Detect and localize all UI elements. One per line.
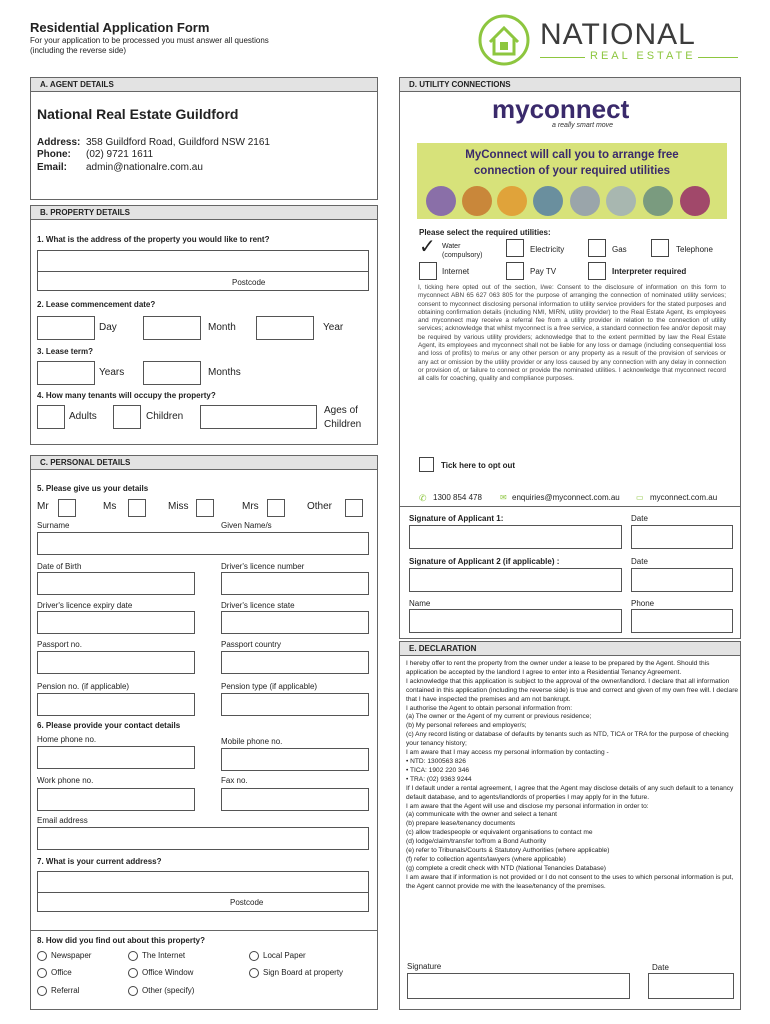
- pay-tv-icon: [606, 186, 636, 216]
- banner-line-1: MyConnect will call you to arrange free: [465, 149, 679, 161]
- q1-label: 1. What is the address of the property you would like to rent?: [37, 235, 270, 244]
- agent-name: National Real Estate Guildford: [37, 106, 239, 122]
- telephone-label: Telephone: [676, 245, 713, 254]
- children-label: Children: [146, 411, 184, 422]
- q3-label: 3. Lease term?: [37, 347, 94, 356]
- title-other-checkbox[interactable]: [345, 499, 363, 517]
- work-phone-input[interactable]: [37, 788, 195, 811]
- pension-no-label: Pension no. (if applicable): [37, 682, 130, 691]
- q8-label: 8. How did you find out about this property?: [37, 936, 205, 945]
- section-heading: D. UTILITY CONNECTIONS: [400, 78, 740, 92]
- sig1-date-input[interactable]: [631, 525, 733, 549]
- decl-line: (f) refer to collection agents/lawyers (where applicable): [406, 855, 566, 863]
- fax-input[interactable]: [221, 788, 369, 811]
- water-icon: [426, 186, 456, 216]
- interpreter-icon: [643, 186, 673, 216]
- decl-date-label: Date: [652, 963, 669, 972]
- licence-expiry-input[interactable]: [37, 611, 195, 634]
- source-newspaper-radio[interactable]: [37, 951, 47, 961]
- home-phone-input[interactable]: [37, 746, 195, 769]
- myconnect-phone: 1300 854 478: [433, 493, 482, 502]
- phone-icon: ✆: [419, 493, 427, 503]
- gas-checkbox[interactable]: [588, 239, 606, 257]
- sig1-input[interactable]: [409, 525, 622, 549]
- name-input-d[interactable]: [409, 609, 622, 633]
- section-heading: C. PERSONAL DETAILS: [31, 456, 377, 470]
- name-label: Name: [409, 599, 431, 608]
- address-label: Address:: [37, 137, 81, 148]
- source-sign-board-label: Sign Board at property: [263, 968, 344, 977]
- decl-signature-input[interactable]: [407, 973, 630, 999]
- source-referral-radio[interactable]: [37, 986, 47, 996]
- decl-line: • TRA: (02) 9363 9244: [406, 775, 472, 783]
- gas-label: Gas: [612, 245, 627, 254]
- section-heading: A. AGENT DETAILS: [31, 78, 377, 92]
- myconnect-banner: [417, 143, 727, 183]
- water-check-icon: ✓: [419, 236, 436, 258]
- pay-tv-label: Pay TV: [530, 267, 557, 276]
- sig2-date-label: Date: [631, 557, 648, 566]
- title-other-label: Other: [307, 501, 333, 512]
- work-phone-label: Work phone no.: [37, 776, 94, 785]
- internet-icon: [570, 186, 600, 216]
- ages-of-label: Ages of: [324, 405, 358, 416]
- email-label: Email:: [37, 162, 68, 173]
- logo-name: NATIONAL: [540, 18, 696, 51]
- house-logo-icon: [478, 14, 530, 66]
- decl-line: • NTD: 1300563 826: [406, 757, 466, 765]
- lease-years-input[interactable]: [37, 361, 95, 385]
- electricity-icon: [462, 186, 492, 216]
- source-internet-label: The Internet: [142, 951, 186, 960]
- sig2-label: Signature of Applicant 2 (if applicable) :: [409, 557, 560, 566]
- sig1-label: Signature of Applicant 1:: [409, 514, 504, 523]
- mobile-phone-input[interactable]: [221, 748, 369, 771]
- sig2-input[interactable]: [409, 568, 622, 592]
- water-label: Water (compulsory): [442, 243, 483, 259]
- agent-phone: (02) 9721 1611: [86, 149, 154, 160]
- decl-line: (d) lodge/claim/transfer to/from a Bond Authority: [406, 838, 546, 846]
- gas-icon: [497, 186, 527, 216]
- telephone-checkbox[interactable]: [651, 239, 669, 257]
- decl-signature-label: Signature: [407, 962, 442, 971]
- title-ms-checkbox[interactable]: [128, 499, 146, 517]
- electricity-checkbox[interactable]: [506, 239, 524, 257]
- ages-children-label: Children: [324, 419, 362, 430]
- section-heading: B. PROPERTY DETAILS: [31, 206, 377, 220]
- decl-line: (c) allow tradespeople or equivalent organisations to contact me: [406, 829, 593, 837]
- children-ages-input[interactable]: [200, 405, 317, 429]
- title-mrs-label: Mrs: [242, 501, 259, 512]
- select-utilities-label: Please select the required utilities:: [419, 228, 551, 237]
- passport-no-label: Passport no.: [37, 640, 82, 649]
- year-label: Year: [323, 322, 344, 333]
- month-label: Month: [208, 322, 236, 333]
- pension-type-label: Pension type (if applicable): [221, 682, 318, 691]
- internet-label: Internet: [442, 267, 470, 276]
- decl-line: I hereby offer to rent the property from the owner under a lease to be prepared by the Agent. Should this application be accepted by the landlord I agree to enter into a Residential Tenancy Agreement.: [406, 660, 710, 676]
- agent-email: admin@nationalre.com.au: [86, 162, 203, 173]
- decl-date-input[interactable]: [648, 973, 734, 999]
- subtitle-line-1: For your application to be processed you must answer all questions: [30, 36, 269, 45]
- decl-line: (a) communicate with the owner and select a tenant: [406, 811, 558, 819]
- opt-out-label: Tick here to opt out: [441, 461, 516, 470]
- source-local-paper-radio[interactable]: [249, 951, 259, 961]
- source-local-paper-label: Local Paper: [263, 951, 306, 960]
- dob-label: Date of Birth: [37, 562, 82, 571]
- form-title: Residential Application Form: [30, 20, 210, 35]
- removals-icon: [680, 186, 710, 216]
- decl-line: I acknowledge that this application is subject to the approval of the owner/landlord. I declare that all information contained in this application (including the reverse side) is true and correct and given of my own free will. I declare that I have inspected the premises and am not bankrupt.: [406, 677, 739, 703]
- sig1-date-label: Date: [631, 514, 648, 523]
- surname-label: Surname: [37, 521, 70, 530]
- source-office-window-label: Office Window: [142, 968, 194, 977]
- title-mrs-checkbox[interactable]: [267, 499, 285, 517]
- email-address-label: Email address: [37, 816, 88, 825]
- dob-input[interactable]: [37, 572, 195, 595]
- declaration-text: [406, 660, 741, 892]
- licence-number-input[interactable]: [221, 572, 369, 595]
- name-input[interactable]: [37, 532, 369, 555]
- licence-expiry-label: Driver's licence expiry date: [37, 601, 133, 610]
- decl-line: • TICA: 1902 220 346: [406, 766, 470, 774]
- decl-line: (c) Any record listing or database of defaults by tenants such as NTD, TICA or TRA for the purpose of checking your tenancy history;: [406, 731, 729, 748]
- decl-line: (a) The owner or the Agent of my current or previous residence;: [406, 713, 592, 721]
- home-phone-label: Home phone no.: [37, 735, 97, 744]
- myconnect-email[interactable]: enquiries@myconnect.com.au: [512, 493, 620, 502]
- licence-state-input[interactable]: [221, 611, 369, 634]
- adults-label: Adults: [69, 411, 97, 422]
- pension-type-input[interactable]: [221, 693, 369, 716]
- month-input[interactable]: [143, 316, 201, 340]
- decl-line: (b) prepare lease/tenancy documents: [406, 820, 516, 828]
- phone-label: Phone: [631, 599, 655, 608]
- months-label: Months: [208, 367, 241, 378]
- source-referral-label: Referral: [51, 986, 80, 995]
- monitor-icon: ▭: [636, 493, 644, 502]
- year-input[interactable]: [256, 316, 314, 340]
- day-label: Day: [99, 322, 117, 333]
- decl-line: I am aware that I may access my personal information by contacting -: [406, 749, 609, 757]
- passport-no-input[interactable]: [37, 651, 195, 674]
- q4-label: 4. How many tenants will occupy the property?: [37, 391, 216, 400]
- source-sign-board-radio[interactable]: [249, 968, 259, 978]
- myconnect-logo: myconnect: [492, 94, 630, 124]
- fax-label: Fax no.: [221, 776, 248, 785]
- q6-label: 6. Please provide your contact details: [37, 721, 181, 730]
- q7-label: 7. What is your current address?: [37, 857, 162, 866]
- decl-line: I authorise the Agent to obtain personal information from:: [406, 704, 573, 712]
- subtitle-line-2: (including the reverse side): [30, 46, 127, 55]
- source-newspaper-label: Newspaper: [51, 951, 92, 960]
- title-mr-checkbox[interactable]: [58, 499, 76, 517]
- title-miss-label: Miss: [168, 501, 189, 512]
- given-name-label: Given Name/s: [221, 521, 272, 530]
- licence-number-label: Driver's licence number: [221, 562, 305, 571]
- section-heading: E. DECLARATION: [400, 642, 740, 656]
- source-other-radio[interactable]: [128, 986, 138, 996]
- children-input[interactable]: [113, 405, 141, 429]
- source-other-label: Other (specify): [142, 986, 195, 995]
- phone-label: Phone:: [37, 149, 71, 160]
- agent-address: 358 Guildford Road, Guildford NSW 2161: [86, 137, 270, 148]
- myconnect-tagline: a really smart move: [552, 122, 614, 129]
- decl-line: (g) complete a credit check with NTD (National Tenancies Database): [406, 864, 606, 872]
- interpreter-label: Interpreter required: [612, 267, 687, 276]
- source-office-radio[interactable]: [37, 968, 47, 978]
- day-input[interactable]: [37, 316, 95, 340]
- current-postcode-label: Postcode: [230, 898, 264, 907]
- pension-no-input[interactable]: [37, 693, 195, 716]
- source-office-label: Office: [51, 968, 72, 977]
- licence-state-label: Driver's licence state: [221, 601, 295, 610]
- years-label: Years: [99, 367, 125, 378]
- form-subtitle: [30, 36, 330, 56]
- internet-checkbox[interactable]: [419, 262, 437, 280]
- passport-country-label: Passport country: [221, 640, 282, 649]
- banner-line-2: connection of your required utilities: [473, 165, 671, 177]
- opt-out-checkbox[interactable]: [419, 457, 434, 472]
- decl-line: (e) refer to Tribunals/Courts & Statutory Authorities (where applicable): [406, 847, 610, 855]
- decl-line: If I default under a rental agreement, I agree that the Agent may disclose details of any such default to a tenancy default database, and to agents/landlords of properties I may apply for in the future.: [406, 784, 734, 801]
- passport-country-input[interactable]: [221, 651, 369, 674]
- source-internet-radio[interactable]: [128, 951, 138, 961]
- q5-label: 5. Please give us your details: [37, 484, 149, 493]
- adults-input[interactable]: [37, 405, 65, 429]
- logo-subname: REAL ESTATE: [590, 50, 696, 62]
- interpreter-checkbox[interactable]: [588, 262, 606, 280]
- email-address-input[interactable]: [37, 827, 369, 850]
- pay-tv-checkbox[interactable]: [506, 262, 524, 280]
- decl-line: (b) My personal referees and employer/s;: [406, 722, 527, 730]
- telephone-icon: [533, 186, 563, 216]
- myconnect-web[interactable]: myconnect.com.au: [650, 493, 718, 502]
- decl-line: I am aware that if information is not provided or I do not consent to the uses to which personal information is put, the Agent cannot provide me with the lease/tenancy of the premises.: [406, 873, 734, 890]
- phone-input-d[interactable]: [631, 609, 733, 633]
- opt-out-terms: I, ticking here opted out of the section, I/we: Consent to the disclosure of information on this form to myconnect ABN 65 627 063 805 for the purpose of arranging the connection of nominated utility services; consent to myconnect disclosing personal information to utility service providers for the stated purposes and obtaining confirmation details (including NMI, MIRN, utility provider) to the Real Estate Agent, its employees and myconnect may receive a referral fee from a utility provider in relation to the connection of utility services; acknowledge that whilst myconnect is a free service, a standard connection fee and/or deposit may be required by various utility providers; acknowledge that to the extent permitted by law the Real Estate Agent, its employees and myconnect shall not be liable for any loss or damage (including consequential loss and loss of profits) to me/us or any other person or any property as a result of the provision of services or any act or omission by the utility provider or any loss caused by any connection with any delay in connection or provision of, or failure to connect or provide the nominated utilities. I acknowledge that myconnect record all calls for coaching, quality and compliance purposes.: [418, 284, 726, 383]
- mobile-phone-label: Mobile phone no.: [221, 737, 283, 746]
- q2-label: 2. Lease commencement date?: [37, 300, 156, 309]
- envelope-icon: ✉: [500, 493, 507, 502]
- title-mr-label: Mr: [37, 501, 49, 512]
- source-office-window-radio[interactable]: [128, 968, 138, 978]
- title-ms-label: Ms: [103, 501, 117, 512]
- electricity-label: Electricity: [530, 245, 565, 254]
- title-miss-checkbox[interactable]: [196, 499, 214, 517]
- lease-months-input[interactable]: [143, 361, 201, 385]
- decl-line: I am aware that the Agent will use and disclose my personal information in order to:: [406, 802, 649, 810]
- sig2-date-input[interactable]: [631, 568, 733, 592]
- postcode-label: Postcode: [232, 278, 266, 287]
